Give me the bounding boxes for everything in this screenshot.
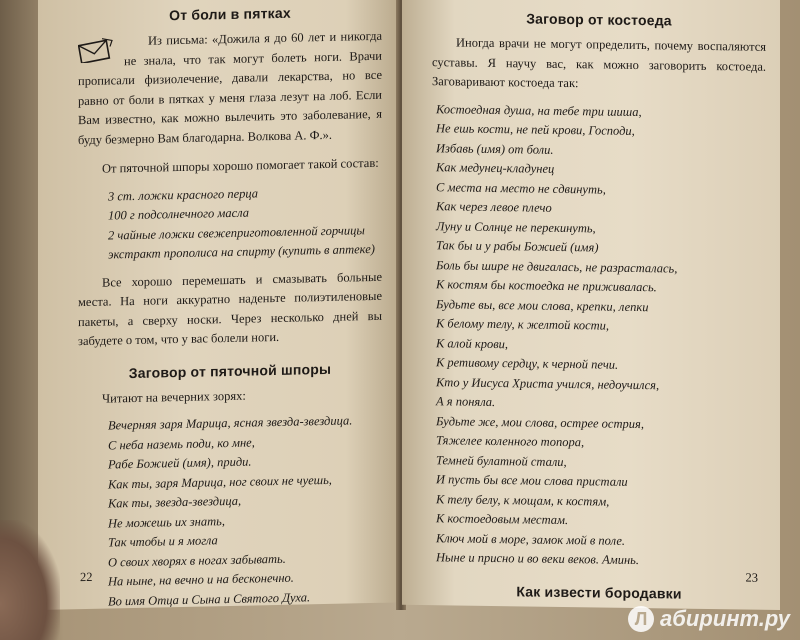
heading-heel-spur: Заговор от пяточной шпоры: [128, 360, 332, 381]
poem-line: С места на место не сдвинуть,: [436, 179, 606, 197]
poem-line: Темней булатной стали,: [436, 452, 567, 469]
poem-line: Луну и Солнце не перекинуть,: [436, 218, 596, 235]
poem-line: Во имя Отца и Сына и Святого Духа.: [108, 589, 311, 609]
poem-line: К костоедовым местам.: [436, 511, 569, 528]
bone-poem: [436, 100, 766, 573]
left-page: [38, 0, 400, 610]
poem-line: Будьте же, мои слова, острее острия,: [436, 413, 644, 431]
page-number-left: 22: [80, 569, 93, 585]
hand-holding-book: [0, 520, 60, 640]
poem-line: Вечерняя заря Марица, ясная звезда-звездица.: [108, 413, 353, 433]
recipe-item: 100 г подсолнечного масла: [108, 205, 250, 223]
heading-bone-eater: Заговор от костоеда: [526, 10, 672, 29]
poem-line: Избавь (имя) от боли.: [436, 140, 554, 157]
poem-line: Будьте вы, все мои слова, крепки, лепки: [436, 296, 649, 314]
poem-line: Боль бы шире не двигалась, не разрасталась,: [436, 257, 678, 276]
poem-line: Не можешь их знать,: [108, 513, 225, 531]
recipe-intro: От пяточной шпоры хорошо помогает такой состав:: [102, 155, 379, 176]
poem-line: Как ты, заря Марица, ног своих не чуешь,: [108, 472, 332, 492]
poem-line: К алой крови,: [436, 335, 509, 351]
poem-line: А я поняла.: [436, 394, 496, 410]
recipe-item: 3 ст. ложки красного перца: [108, 185, 259, 204]
watermark: [628, 606, 790, 632]
recipe-list: [108, 181, 382, 265]
instructions-text: Все хорошо перемешать и смазывать больные места. На ноги аккуратно наденьте полиэтиленовые пакеты, а сверху носки. Через несколько дней вы забудете о том, что у вас болели ноги.: [78, 269, 382, 349]
letter-text: Из письма: «Дожила я до 60 лет и никогда не знала, что так могут болеть ноги. Врачи прописали физиолечение, давали лекарства, но все равно от боли в пятках у меня глаза лезут на лоб. Если Вам известно, как можно вылечить это заболевание, я буду безмерно Вам благодарна. Волкова А. Ф.».: [78, 28, 382, 147]
poem-line: К белому телу, к желтой кости,: [436, 316, 610, 333]
watermark-text: абиринт.ру: [660, 606, 790, 631]
poem-line: Так чтобы и я могла: [108, 533, 218, 550]
spur-poem: [108, 411, 382, 610]
poem-line: Не ешь кости, не пей крови, Господи,: [436, 121, 635, 138]
watermark-badge: Л: [628, 606, 654, 632]
poem-line: Так бы и у рабы Божией (имя): [436, 238, 599, 255]
page-number-right: 23: [745, 570, 758, 585]
poem-line: Тяжелее коленного топора,: [436, 433, 585, 450]
poem-line: И пусть бы все мои слова пристали: [436, 472, 628, 489]
heading-warts: Как извести бородавки: [516, 582, 682, 602]
heading-heel-pain: От боли в пятках: [169, 4, 291, 24]
poem-line: С неба наземь поди, ко мне,: [108, 434, 255, 453]
bone-intro: Иногда врачи не могут определить, почему воспаляются суставы. Я научу вас, как можно заговорить костоеда. Заговаривают костоеда так:: [432, 35, 766, 91]
poem-line: Рабе Божией (имя), приди.: [108, 454, 252, 472]
poem-line: К телу белу, к мощам, к костям,: [436, 491, 610, 509]
poem-line: К костям бы костоедка не приживалась.: [436, 277, 657, 295]
poem-line: Ныне и присно и во веки веков. Аминь.: [436, 550, 639, 568]
poem-line: Ключ мой в море, замок мой в поле.: [436, 530, 626, 548]
poem-line: Как через левое плечо: [436, 199, 552, 215]
poem-line: Как ты, звезда-звездица,: [108, 493, 242, 511]
poem-line: На ныне, на вечно и на бесконечно.: [108, 570, 294, 589]
poem-line: Кто у Иисуса Христа учился, недоучился,: [436, 374, 660, 392]
read-note: Читают на вечерних зорях:: [102, 388, 246, 406]
right-page: [402, 0, 780, 610]
poem-line: Костоедная душа, на тебе три шиша,: [436, 101, 642, 119]
envelope-icon: [78, 36, 114, 63]
letter-block: [78, 27, 382, 150]
poem-line: К ретивому сердцу, к черной печи.: [436, 355, 619, 372]
poem-line: Как медунец-кладунец: [436, 160, 555, 176]
poem-line: О своих хворях в ногах забывать.: [108, 551, 286, 570]
recipe-item: экстракт прополиса на спирту (купить в аптеке): [108, 241, 375, 262]
recipe-item: 2 чайные ложки свежеприготовленной горчицы: [108, 222, 365, 243]
